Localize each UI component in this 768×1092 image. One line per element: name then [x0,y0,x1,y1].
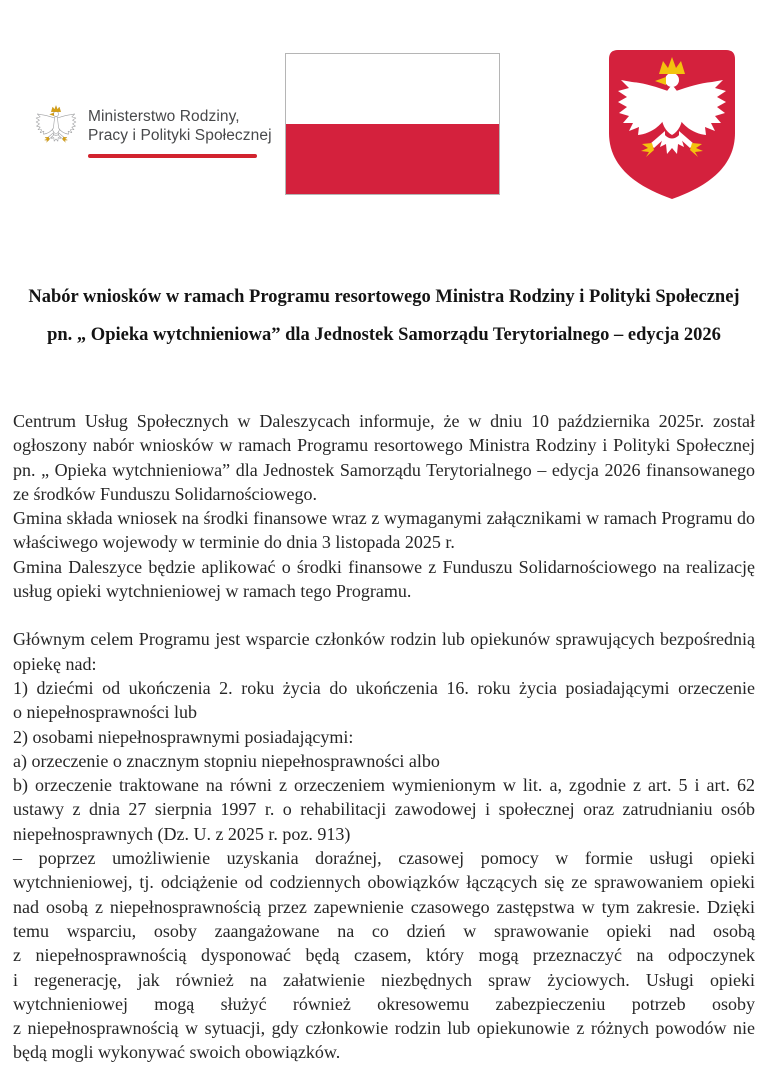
paragraph-item-2a: a) orzeczenie o znacznym stopniu niepełnosprawności albo [13,750,440,771]
ministry-name-line2: Pracy i Polityki Społecznej [88,127,272,144]
paragraph-item-2: 2) osobami niepełnosprawnymi posiadającymi: [13,726,354,747]
paragraph-support-description: – poprzez umożliwienie uzyskania doraźnej, czasowej pomocy w formie usługi opieki wytchnieniowej, tj. odciążenie od codziennych obowiązków łączących się ze sprawowaniem opieki nad osobą z niepełnosprawnością przez zapewnienie czasowego zastępstwa w tym zakresie. Dzięki temu wsparciu, osoby zaangażowane na co dzień w sprawowanie opieki nad osobą z niepełnosprawnością dysponować będą czasem, który mogą przeznaczyć na odpoczynek i regenerację, jak również na załatwienie niezbędnych spraw życiowych. Usługi opieki wytchnieniowej mogą służyć również okresowemu zabezpieczeniu potrzeb osoby z niepełnosprawnością w sytuacji, gdy członkowie rodzin lub opiekunowie z różnych powodów nie będą mogli wykonywać swoich obowiązków. [13,848,755,1063]
document-title-line1: Nabór wniosków w ramach Programu resortowego Ministra Rodziny i Polityki Społecznej [28,287,740,307]
paragraph-program-goal: Głównym celem Programu jest wsparcie członków rodzin lub opiekunów sprawujących bezpośrednią opiekę nad: [13,629,755,674]
ministry-name-line1: Ministerstwo Rodziny, [88,108,240,125]
paragraph-item-2b: b) orzeczenie traktowane na równi z orzeczeniem wymienionym w lit. a, zgodnie z art. 5 i art. 62 ustawy z dnia 27 sierpnia 1997 r. o rehabilitacji zawodowej i społecznej oraz zatrudnianiu osób niepełnosprawnych (Dz. U. z 2025 r. poz. 913) [13,775,755,844]
flag-red-stripe [286,124,499,194]
ministry-name [88,100,272,161]
flag-white-stripe [286,54,499,124]
poland-flag-icon [285,53,500,195]
ministry-eagle-icon [31,100,81,161]
ministry-underline [88,154,257,158]
paragraph-item-1: 1) dziećmi od ukończenia 2. roku życia do ukończenia 16. roku życia posiadającymi orzeczenie o niepełnosprawności lub [13,677,755,723]
document-body [13,409,755,1065]
paragraph-deadline: Gmina składa wniosek na środki finansowe wraz z wymaganymi załącznikami w ramach Programu do właściwego wojewody w terminie do dnia 3 listopada 2025 r. [13,508,755,553]
ministry-logo [31,100,272,161]
document-title-line2: pn. „ Opieka wytchnieniowa” dla Jednostek Samorządu Terytorialnego – edycja 2026 [47,325,721,345]
paragraph-application: Gmina Daleszyce będzie aplikować o środki finansowe z Funduszu Solidarnościowego na realizację usług opieki wytchnieniowej w ramach tego Programu. [13,556,755,602]
document-title [18,287,750,345]
paragraph-announcement: Centrum Usług Społecznych w Daleszycach informuje, że w dniu 10 października 2025r. został ogłoszony nabór wniosków w ramach Programu resortowego Ministra Rodziny i Polityki Społecznej pn. „ Opieka wytchnieniowa” dla Jednostek Samorządu Terytorialnego – edycja 2026 finansowanego ze środków Funduszu Solidarnościowego. [13,411,755,504]
coat-of-arms-icon [604,47,740,203]
